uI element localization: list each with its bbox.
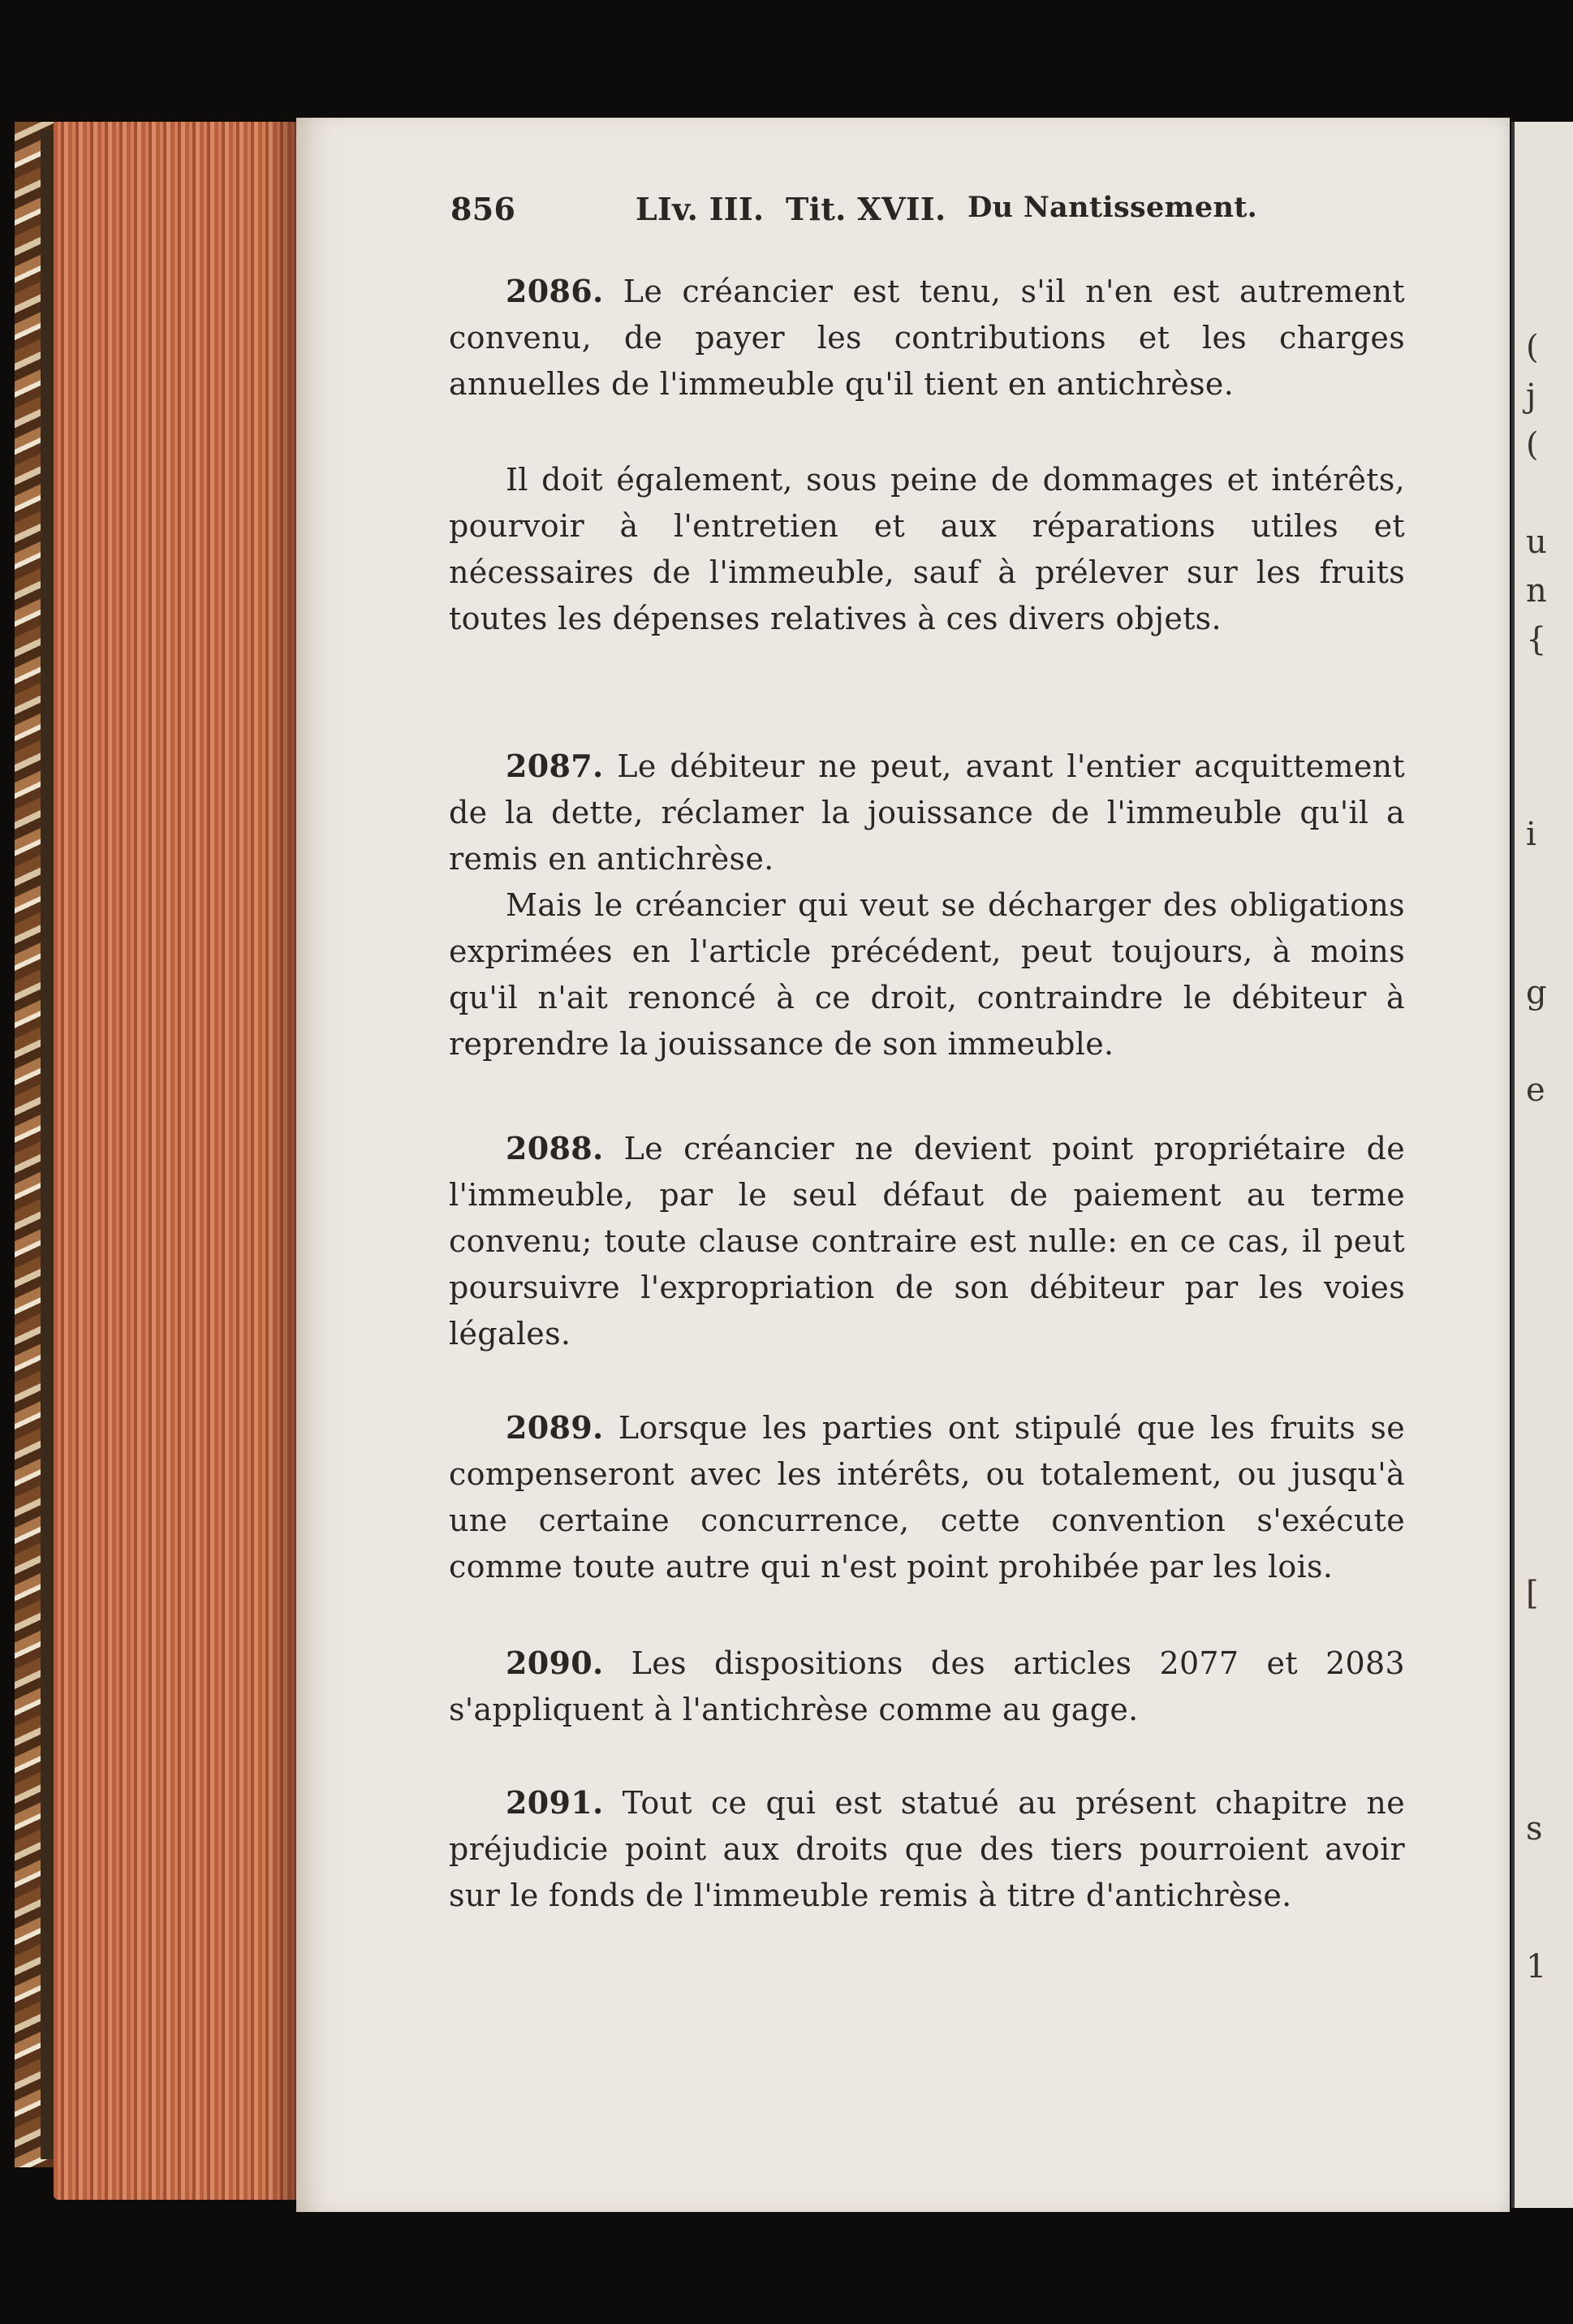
- sliver-char: (: [1526, 426, 1539, 464]
- next-page-sliver: [1511, 122, 1573, 2208]
- article-number: 2090.: [506, 1645, 604, 1681]
- sliver-char: g: [1526, 974, 1547, 1011]
- paragraph-2086-b: [449, 457, 1405, 642]
- article-text: Mais le créancier qui veut se décharger des obligations exprimées en l'article précédent, peut toujours, à moins qu'il n'ait renoncé à ce droit, contraindre le débiteur à reprendre la jouissance de son immeuble.: [449, 887, 1405, 1062]
- sliver-char: n: [1526, 572, 1547, 610]
- book-label: LIv. III.: [636, 191, 765, 227]
- article-number: 2088.: [506, 1130, 604, 1166]
- article-2087: [449, 743, 1405, 882]
- sliver-char: e: [1526, 1071, 1545, 1109]
- article-text: Tout ce qui est statué au présent chapitre ne préjudicie point aux droits que des tiers pourroient avoir sur le fonds de l'immeuble remis à titre d'antichrèse.: [449, 1785, 1405, 1913]
- page-title: Du Nantissement.: [968, 191, 1258, 224]
- sliver-char: u: [1526, 524, 1547, 561]
- sliver-char: j: [1526, 377, 1536, 415]
- page-block-edge: [54, 122, 297, 2200]
- sliver-char: [: [1526, 1575, 1539, 1612]
- article-number: 2087.: [506, 748, 604, 784]
- article-2089: [449, 1404, 1405, 1590]
- sliver-char: s: [1526, 1810, 1543, 1848]
- title-number: Tit. XVII.: [786, 191, 946, 227]
- article-text: Lorsque les parties ont stipulé que les fruits se compenseront avec les intérêts, ou totalement, ou jusqu'à une certaine concurrence, cette convention s'exécute comme toute autre qui n'est point prohibée par les lois.: [449, 1410, 1405, 1585]
- sliver-char: (: [1526, 329, 1539, 366]
- article-number: 2086.: [506, 273, 604, 309]
- sliver-char: 1: [1526, 1948, 1547, 1986]
- article-text: Le créancier ne devient point propriétaire de l'immeuble, par le seul défaut de paiement au terme convenu; toute clause contraire est nulle: en ce cas, il peut poursuivre l'expropriation de son débiteur par les voies légales.: [449, 1131, 1405, 1352]
- cover-board-edge: [41, 130, 54, 2159]
- paragraph-2087-b: [449, 882, 1405, 1067]
- article-text: Les dispositions des articles 2077 et 2083 s'appliquent à l'antichrèse comme au gage.: [449, 1645, 1405, 1727]
- page-edge-shadow: [268, 122, 300, 2200]
- article-2088: [449, 1125, 1405, 1357]
- page-number: 856: [450, 191, 516, 227]
- article-2090: [449, 1640, 1405, 1733]
- sliver-char: {: [1526, 621, 1547, 658]
- article-text: Le créancier est tenu, s'il n'en est autrement convenu, de payer les contributions et les charges annuelles de l'immeuble qu'il tient en antichrèse.: [449, 274, 1405, 402]
- article-number: 2089.: [506, 1409, 604, 1446]
- article-2086: [449, 268, 1405, 407]
- article-text: Le débiteur ne peut, avant l'entier acquittement de la dette, réclamer la jouissance de l'immeuble qu'il a remis en antichrèse.: [449, 748, 1405, 877]
- article-text: Il doit également, sous peine de dommages et intérêts, pourvoir à l'entretien et aux réparations utiles et nécessaires de l'immeuble, sauf à prélever sur les fruits toutes les dépenses relatives à ces divers objets.: [449, 462, 1405, 636]
- article-number: 2091.: [506, 1784, 604, 1821]
- article-2091: [449, 1779, 1405, 1919]
- sliver-char: i: [1526, 816, 1536, 853]
